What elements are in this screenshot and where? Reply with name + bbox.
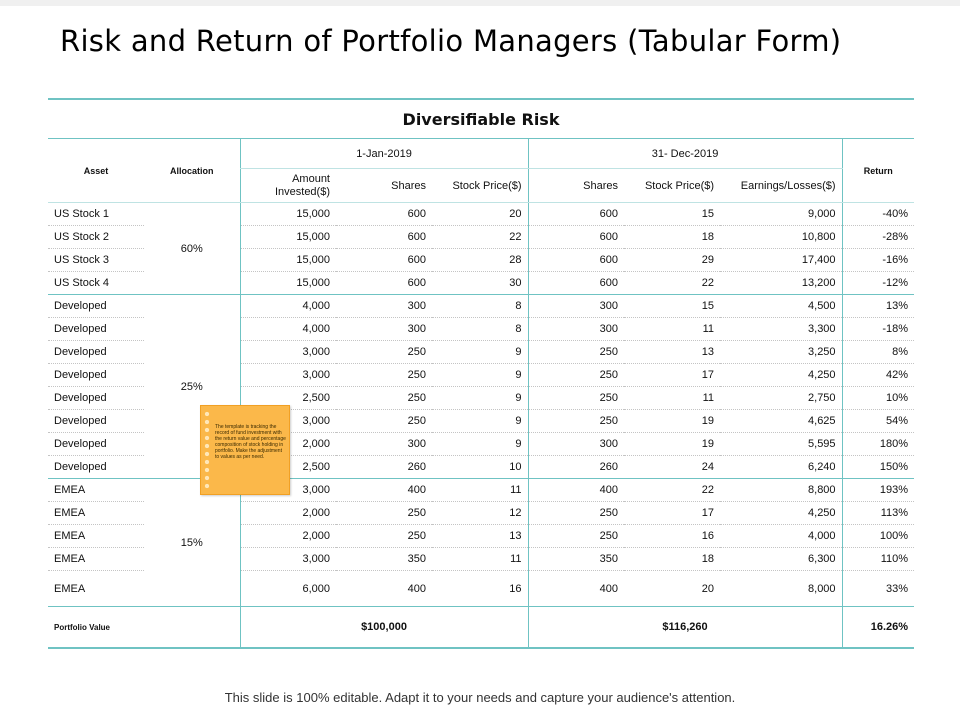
return-cell: -40% [842,203,914,226]
shares-end-cell: 600 [528,226,624,249]
price-end-cell: 15 [624,203,720,226]
asset-cell: EMEA [48,571,144,607]
amount-cell: 3,000 [240,479,336,502]
portfolio-table-container [48,98,914,649]
shares-start-cell: 600 [336,272,432,295]
price-end-cell: 29 [624,249,720,272]
shares-end-cell: 250 [528,387,624,410]
asset-cell: Developed [48,318,144,341]
return-cell: 54% [842,410,914,433]
shares-start-cell: 400 [336,571,432,607]
price-end-cell: 18 [624,226,720,249]
price-start-cell: 11 [432,548,528,571]
shares-start-cell: 400 [336,479,432,502]
total-allocation-blank [144,607,240,649]
price-end-cell: 17 [624,502,720,525]
shares-end-cell: 250 [528,364,624,387]
price-start-cell: 9 [432,341,528,364]
header-date-start: 1-Jan-2019 [240,139,528,169]
table-row [48,203,914,226]
price-end-cell: 17 [624,364,720,387]
header-price-end: Stock Price($) [624,169,720,203]
return-cell: 150% [842,456,914,479]
price-end-cell: 19 [624,410,720,433]
shares-start-cell: 260 [336,456,432,479]
shares-end-cell: 400 [528,571,624,607]
price-start-cell: 28 [432,249,528,272]
shares-start-cell: 250 [336,410,432,433]
table-row [48,479,914,502]
price-end-cell: 22 [624,479,720,502]
shares-end-cell: 400 [528,479,624,502]
shares-end-cell: 600 [528,203,624,226]
return-cell: 13% [842,295,914,318]
return-cell: -12% [842,272,914,295]
amount-cell: 15,000 [240,272,336,295]
shares-end-cell: 600 [528,272,624,295]
price-end-cell: 11 [624,387,720,410]
amount-cell: 15,000 [240,226,336,249]
earnings-cell: 2,750 [720,387,842,410]
return-cell: 10% [842,387,914,410]
amount-cell: 3,000 [240,548,336,571]
section-title: Diversifiable Risk [48,98,914,138]
amount-cell: 2,500 [240,456,336,479]
header-shares-start: Shares [336,169,432,203]
earnings-cell: 13,200 [720,272,842,295]
earnings-cell: 8,800 [720,479,842,502]
total-end-value: $116,260 [528,607,842,649]
shares-start-cell: 300 [336,433,432,456]
top-strip [0,0,960,6]
header-return: Return [842,139,914,203]
price-end-cell: 11 [624,318,720,341]
amount-cell: 15,000 [240,249,336,272]
shares-end-cell: 250 [528,502,624,525]
shares-end-cell: 300 [528,295,624,318]
amount-cell: 6,000 [240,571,336,607]
shares-end-cell: 350 [528,548,624,571]
amount-cell: 15,000 [240,203,336,226]
allocation-cell: 15% [144,479,240,607]
portfolio-table [48,138,914,649]
price-start-cell: 9 [432,410,528,433]
shares-start-cell: 250 [336,364,432,387]
sticky-note-text: The template is tracking the record of fund investment with the return value and percentage composition of stock holding in portfolio. Make the adjustment to values as per need. [215,424,286,460]
asset-cell: EMEA [48,479,144,502]
earnings-cell: 5,595 [720,433,842,456]
header-date-end: 31- Dec-2019 [528,139,842,169]
earnings-cell: 10,800 [720,226,842,249]
amount-cell: 2,000 [240,502,336,525]
price-end-cell: 16 [624,525,720,548]
amount-cell: 3,000 [240,341,336,364]
earnings-cell: 6,300 [720,548,842,571]
shares-start-cell: 350 [336,548,432,571]
return-cell: -18% [842,318,914,341]
shares-start-cell: 250 [336,341,432,364]
shares-start-cell: 300 [336,295,432,318]
earnings-cell: 9,000 [720,203,842,226]
amount-cell: 4,000 [240,318,336,341]
header-price-start: Stock Price($) [432,169,528,203]
asset-cell: US Stock 1 [48,203,144,226]
sticky-note-binding [204,410,210,490]
return-cell: 42% [842,364,914,387]
price-start-cell: 12 [432,502,528,525]
return-cell: 8% [842,341,914,364]
return-cell: 100% [842,525,914,548]
asset-cell: Developed [48,341,144,364]
header-amount-invested: Amount Invested($) [240,169,336,203]
allocation-cell: 60% [144,203,240,295]
return-cell: 110% [842,548,914,571]
shares-start-cell: 600 [336,226,432,249]
amount-cell: 2,500 [240,387,336,410]
amount-cell: 2,000 [240,525,336,548]
amount-cell: 4,000 [240,295,336,318]
shares-end-cell: 250 [528,410,624,433]
price-end-cell: 15 [624,295,720,318]
return-cell: 33% [842,571,914,607]
sticky-note [200,405,290,495]
price-start-cell: 9 [432,387,528,410]
return-cell: 180% [842,433,914,456]
shares-end-cell: 600 [528,249,624,272]
price-start-cell: 30 [432,272,528,295]
price-end-cell: 20 [624,571,720,607]
total-label: Portfolio Value [48,607,144,649]
price-start-cell: 16 [432,571,528,607]
header-earnings: Earnings/Losses($) [720,169,842,203]
amount-cell: 3,000 [240,410,336,433]
footer-caption: This slide is 100% editable. Adapt it to your needs and capture your audience's attention. [224,690,736,705]
price-start-cell: 11 [432,479,528,502]
total-invested: $100,000 [240,607,528,649]
header-asset: Asset [48,139,144,203]
price-end-cell: 24 [624,456,720,479]
shares-start-cell: 250 [336,525,432,548]
return-cell: 113% [842,502,914,525]
asset-cell: Developed [48,364,144,387]
header-shares-end: Shares [528,169,624,203]
total-row [48,607,914,649]
shares-start-cell: 600 [336,203,432,226]
price-start-cell: 9 [432,364,528,387]
asset-cell: EMEA [48,502,144,525]
shares-start-cell: 250 [336,502,432,525]
table-row [48,295,914,318]
price-start-cell: 8 [432,318,528,341]
price-start-cell: 9 [432,433,528,456]
shares-end-cell: 300 [528,318,624,341]
price-start-cell: 13 [432,525,528,548]
return-cell: -16% [842,249,914,272]
asset-cell: US Stock 3 [48,249,144,272]
price-end-cell: 13 [624,341,720,364]
earnings-cell: 17,400 [720,249,842,272]
asset-cell: Developed [48,456,144,479]
asset-cell: EMEA [48,525,144,548]
asset-cell: US Stock 2 [48,226,144,249]
total-return: 16.26% [842,607,914,649]
earnings-cell: 4,250 [720,502,842,525]
price-start-cell: 8 [432,295,528,318]
header-allocation: Allocation [144,139,240,203]
earnings-cell: 3,250 [720,341,842,364]
earnings-cell: 4,625 [720,410,842,433]
earnings-cell: 4,250 [720,364,842,387]
shares-start-cell: 300 [336,318,432,341]
earnings-cell: 8,000 [720,571,842,607]
earnings-cell: 4,000 [720,525,842,548]
price-end-cell: 22 [624,272,720,295]
shares-end-cell: 250 [528,341,624,364]
price-end-cell: 19 [624,433,720,456]
price-start-cell: 20 [432,203,528,226]
shares-start-cell: 250 [336,387,432,410]
earnings-cell: 4,500 [720,295,842,318]
shares-end-cell: 250 [528,525,624,548]
earnings-cell: 6,240 [720,456,842,479]
return-cell: 193% [842,479,914,502]
asset-cell: EMEA [48,548,144,571]
slide-title: Risk and Return of Portfolio Managers (Tabular Form) [60,24,842,58]
asset-cell: US Stock 4 [48,272,144,295]
asset-cell: Developed [48,433,144,456]
earnings-cell: 3,300 [720,318,842,341]
asset-cell: Developed [48,387,144,410]
shares-end-cell: 300 [528,433,624,456]
shares-start-cell: 600 [336,249,432,272]
price-end-cell: 18 [624,548,720,571]
amount-cell: 3,000 [240,364,336,387]
return-cell: -28% [842,226,914,249]
asset-cell: Developed [48,410,144,433]
price-start-cell: 10 [432,456,528,479]
amount-cell: 2,000 [240,433,336,456]
allocation-cell: 25% [144,295,240,479]
shares-end-cell: 260 [528,456,624,479]
price-start-cell: 22 [432,226,528,249]
asset-cell: Developed [48,295,144,318]
